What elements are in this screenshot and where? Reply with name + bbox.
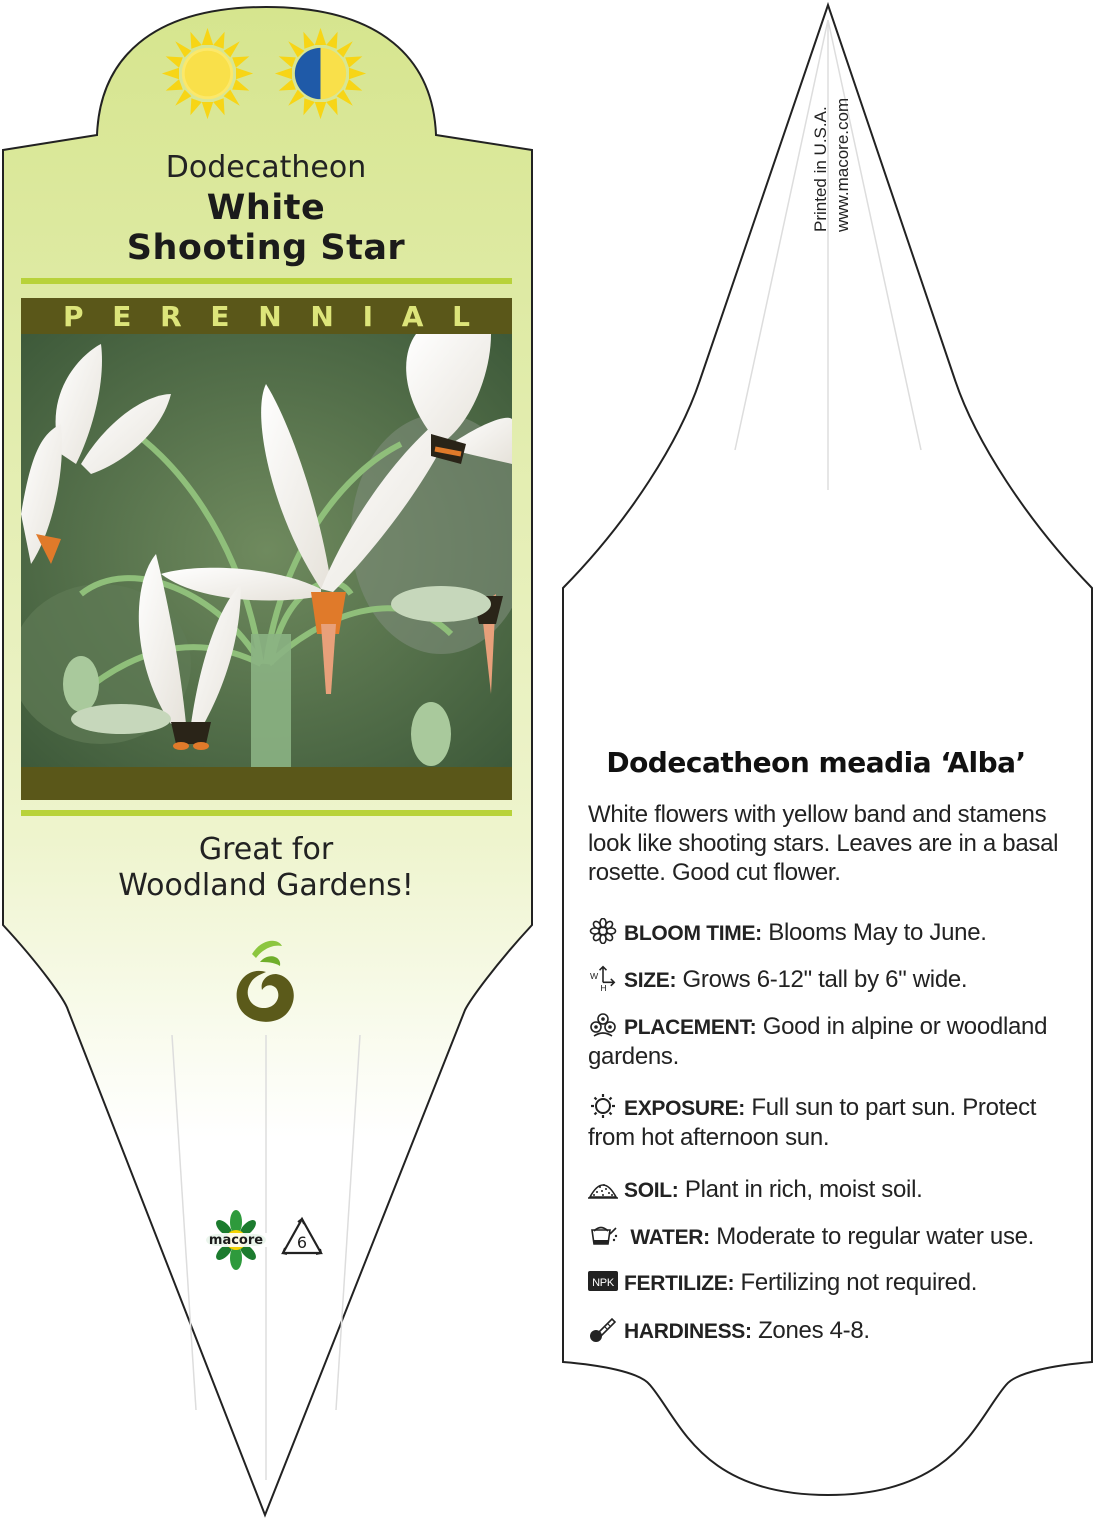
attr-water <box>588 1222 1070 1252</box>
attr-soil <box>588 1175 1070 1205</box>
attr-value: Full sun to part sun. Protect from hot afternoon sun. <box>588 1094 1037 1151</box>
type-letter: A <box>401 299 424 333</box>
full-sun-icon <box>160 26 255 121</box>
svg-text:NPK: NPK <box>592 1277 614 1289</box>
attr-exposure <box>588 1093 1070 1152</box>
common-name-line1: White <box>206 188 326 228</box>
tagline <box>60 832 472 904</box>
accent-line-top <box>21 278 512 284</box>
type-letter: E <box>210 299 230 333</box>
svg-text:H: H <box>600 983 607 991</box>
type-letter: L <box>452 299 470 333</box>
attr-label: PLACEMENT: <box>624 1016 757 1039</box>
plant-genus: Dodecatheon <box>165 150 367 185</box>
common-name-line2: Shooting Star <box>126 228 406 268</box>
attr-placement <box>588 1012 1070 1071</box>
attr-label: HARDINESS: <box>624 1320 752 1343</box>
swirl-logo-icon <box>226 932 306 1032</box>
type-letter: R <box>160 299 182 333</box>
attr-value: Plant in rich, moist soil. <box>684 1176 923 1203</box>
part-sun-icon <box>273 26 368 121</box>
attr-label: SOIL: <box>624 1179 679 1202</box>
type-letter: P <box>63 299 84 333</box>
type-letter: I <box>362 299 373 333</box>
svg-text:www.macore.com: www.macore.com <box>833 97 852 232</box>
svg-text:Printed in U.S.A.: Printed in U.S.A. <box>811 106 830 232</box>
soil-icon <box>588 1175 618 1201</box>
scientific-name: Dodecatheon meadia ‘Alba’ <box>606 746 1026 779</box>
svg-text:6: 6 <box>296 1233 308 1252</box>
size-icon <box>588 965 618 991</box>
attr-value: Fertilizing not required. <box>740 1269 978 1296</box>
attr-label: WATER: <box>630 1226 710 1249</box>
sun-icon <box>588 1093 618 1119</box>
attr-hardiness <box>588 1316 1070 1346</box>
photo-bottom-band <box>21 767 512 800</box>
plant-description: White flowers with yellow band and stamens look like shooting stars. Leaves are in a basal rosette. Good cut flower. <box>588 801 1059 886</box>
type-letter: N <box>258 299 282 333</box>
recycle-6-icon <box>280 1216 324 1258</box>
attr-value: Grows 6-12" tall by 6" wide. <box>682 966 968 993</box>
type-letter: E <box>112 299 132 333</box>
attr-label: SIZE: <box>624 969 677 992</box>
accent-line-bottom <box>21 810 512 816</box>
attr-value: Zones 4-8. <box>758 1317 870 1344</box>
plant-type-band <box>21 298 512 334</box>
thermometer-icon <box>588 1316 618 1342</box>
placement-icon <box>588 1012 618 1038</box>
attr-label: EXPOSURE: <box>624 1097 745 1120</box>
attr-size <box>588 965 1070 995</box>
attr-value: Good in alpine or woodland gardens. <box>588 1013 1048 1070</box>
attr-label: FERTILIZE: <box>624 1272 735 1295</box>
attr-fertilize <box>588 1268 1070 1298</box>
attr-bloom-time <box>588 918 1070 948</box>
attr-label: BLOOM TIME: <box>624 922 762 945</box>
svg-text:W: W <box>590 970 598 981</box>
svg-text:macore: macore <box>208 1233 264 1248</box>
npk-icon <box>588 1268 618 1294</box>
macore-logo <box>204 1210 268 1270</box>
type-letter: N <box>310 299 334 333</box>
plant-photo <box>21 334 512 767</box>
flower-icon <box>588 918 618 944</box>
printed-in-usa-text <box>804 60 854 240</box>
tagline-line1: Great for <box>198 832 334 867</box>
attr-value: Moderate to regular water use. <box>716 1223 1035 1250</box>
attr-value: Blooms May to June. <box>768 919 987 946</box>
water-icon <box>588 1222 618 1248</box>
tagline-line2: Woodland Gardens! <box>118 868 414 903</box>
plant-common-name <box>40 188 492 268</box>
